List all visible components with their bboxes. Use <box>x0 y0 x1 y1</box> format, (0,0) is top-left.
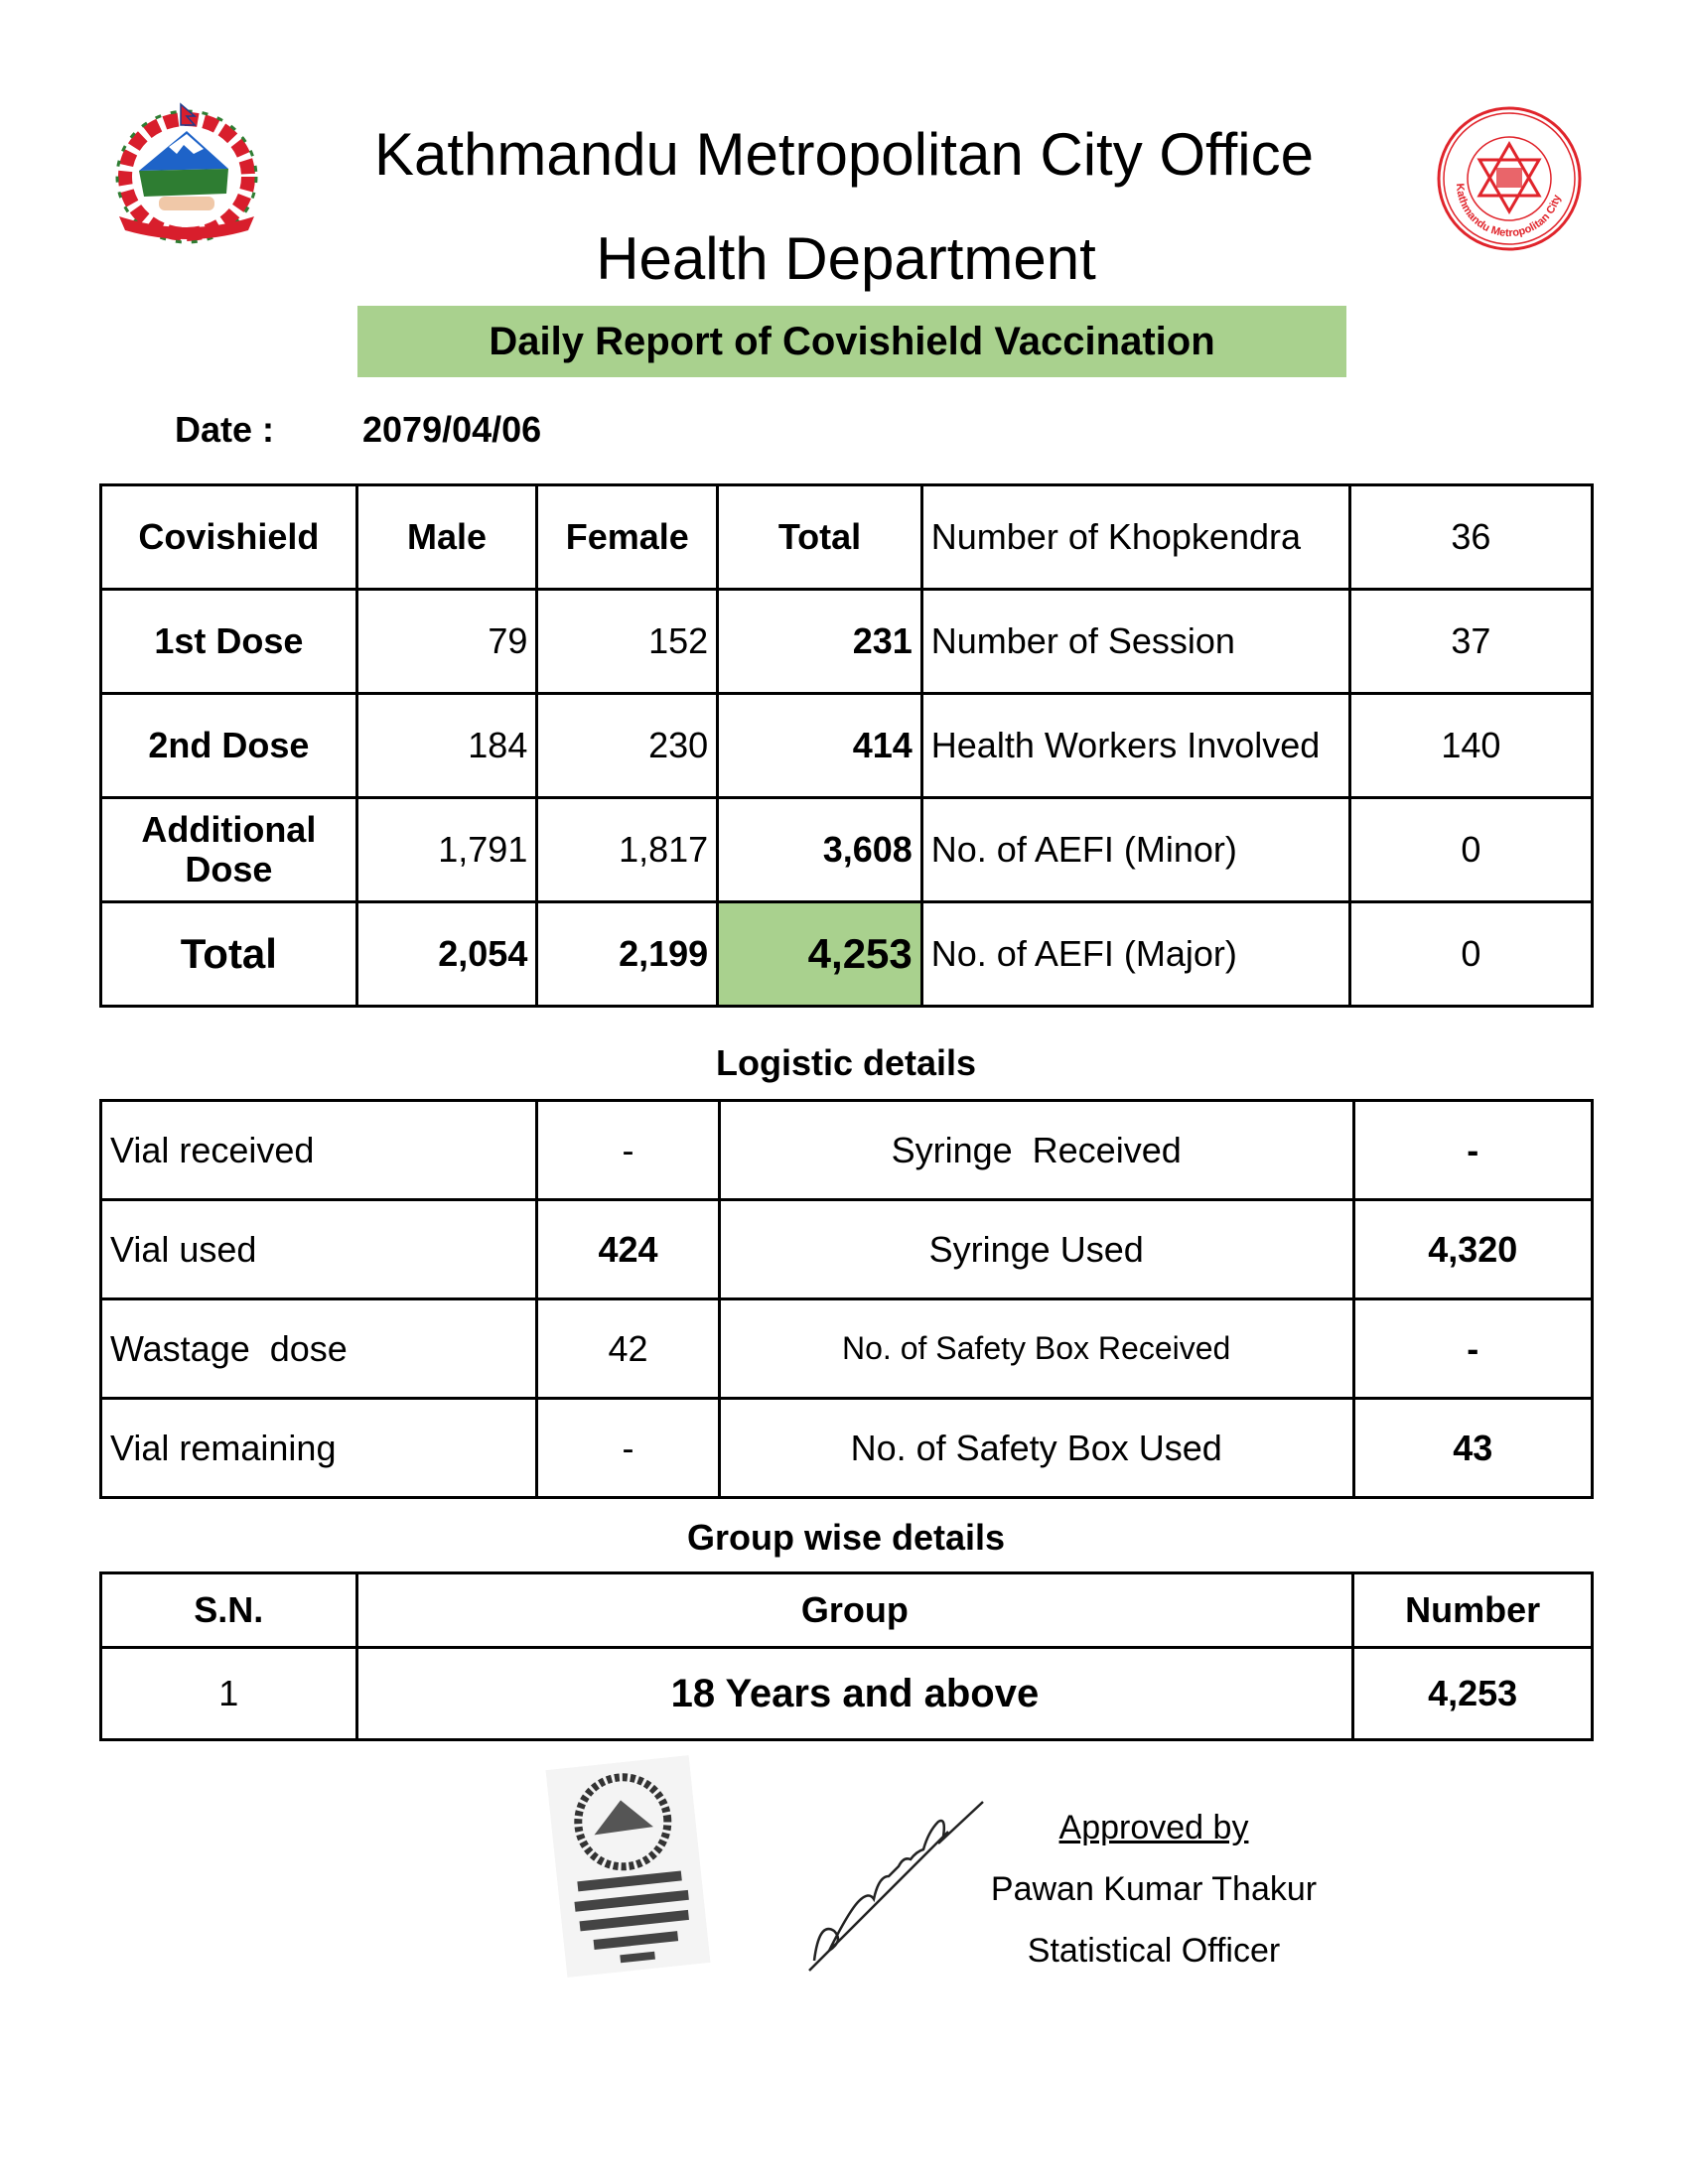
number-value: 4,253 <box>1353 1648 1593 1740</box>
table-row <box>101 1200 1593 1299</box>
logistic-label: Syringe Used <box>719 1200 1353 1299</box>
approved-by-label: Approved by <box>1058 1809 1249 1846</box>
vaccination-summary-table <box>99 483 1594 1008</box>
total-value: 3,608 <box>718 798 922 902</box>
side-value: 0 <box>1349 798 1592 902</box>
logistic-table <box>99 1099 1594 1499</box>
logistic-value: - <box>1353 1101 1592 1200</box>
logistic-label: Vial used <box>101 1200 537 1299</box>
female-value: 152 <box>537 590 718 694</box>
table-header-row <box>101 1573 1593 1648</box>
approver-name: Pawan Kumar Thakur <box>990 1870 1318 1908</box>
table-header-row <box>101 485 1593 590</box>
logistic-label: No. of Safety Box Received <box>719 1299 1353 1399</box>
table-total-row <box>101 902 1593 1007</box>
header-female: Female <box>537 485 718 590</box>
side-label: Health Workers Involved <box>921 694 1349 798</box>
logistic-value: - <box>1353 1299 1592 1399</box>
table-row <box>101 590 1593 694</box>
logistic-label: Vial received <box>101 1101 537 1200</box>
table-row <box>101 694 1593 798</box>
sn-value: 1 <box>101 1648 357 1740</box>
group-title: Group wise details <box>686 1517 1006 1558</box>
side-label: Number of Khopkendra <box>921 485 1349 590</box>
page-title: Kathmandu Metropolitan City Office <box>373 121 1315 188</box>
side-value: 36 <box>1349 485 1592 590</box>
department-title: Health Department <box>596 225 1096 292</box>
logistic-label: No. of Safety Box Used <box>719 1399 1353 1498</box>
header-male: Male <box>356 485 537 590</box>
table-row <box>101 1399 1593 1498</box>
logistic-value: 424 <box>537 1200 720 1299</box>
side-value: 140 <box>1349 694 1592 798</box>
side-label: Number of Session <box>921 590 1349 694</box>
logistic-value: 43 <box>1353 1399 1592 1498</box>
table-row <box>101 1101 1593 1200</box>
date-label: Date : <box>175 409 275 450</box>
logistic-label: Wastage dose <box>101 1299 537 1399</box>
male-value: 1,791 <box>356 798 537 902</box>
date-value: 2079/04/06 <box>362 409 542 450</box>
table-row <box>101 798 1593 902</box>
table-row <box>101 1299 1593 1399</box>
logistic-value: 42 <box>537 1299 720 1399</box>
logistic-label: Vial remaining <box>101 1399 537 1498</box>
report-banner: Daily Report of Covishield Vaccination <box>357 306 1346 377</box>
official-stamp-icon <box>545 1755 710 1978</box>
approver-designation: Statistical Officer <box>1027 1932 1281 1970</box>
header-total: Total <box>718 485 922 590</box>
total-value: 414 <box>718 694 922 798</box>
group-table <box>99 1571 1594 1741</box>
header-number: Number <box>1353 1573 1593 1648</box>
female-value: 230 <box>537 694 718 798</box>
group-value: 18 Years and above <box>356 1648 1353 1740</box>
seal-text: Kathmandu Metropolitan City <box>1453 183 1564 240</box>
total-value: 231 <box>718 590 922 694</box>
male-value: 184 <box>356 694 537 798</box>
side-value: 37 <box>1349 590 1592 694</box>
row-label: 1st Dose <box>101 590 357 694</box>
row-label: Additional Dose <box>101 798 357 902</box>
side-label: No. of AEFI (Major) <box>921 902 1349 1007</box>
row-label: 2nd Dose <box>101 694 357 798</box>
logistic-value: 4,320 <box>1353 1200 1592 1299</box>
logistic-label: Syringe Received <box>719 1101 1353 1200</box>
side-value: 0 <box>1349 902 1592 1007</box>
male-value: 79 <box>356 590 537 694</box>
male-value: 2,054 <box>356 902 537 1007</box>
grand-total-value: 4,253 <box>718 902 922 1007</box>
side-label: No. of AEFI (Minor) <box>921 798 1349 902</box>
header-group: Group <box>356 1573 1353 1648</box>
logistic-value: - <box>537 1101 720 1200</box>
header-sn: S.N. <box>101 1573 357 1648</box>
logistic-value: - <box>537 1399 720 1498</box>
header-covishield: Covishield <box>101 485 357 590</box>
female-value: 2,199 <box>537 902 718 1007</box>
table-row <box>101 1648 1593 1740</box>
female-value: 1,817 <box>537 798 718 902</box>
row-label: Total <box>101 902 357 1007</box>
logistic-title: Logistic details <box>715 1042 977 1083</box>
